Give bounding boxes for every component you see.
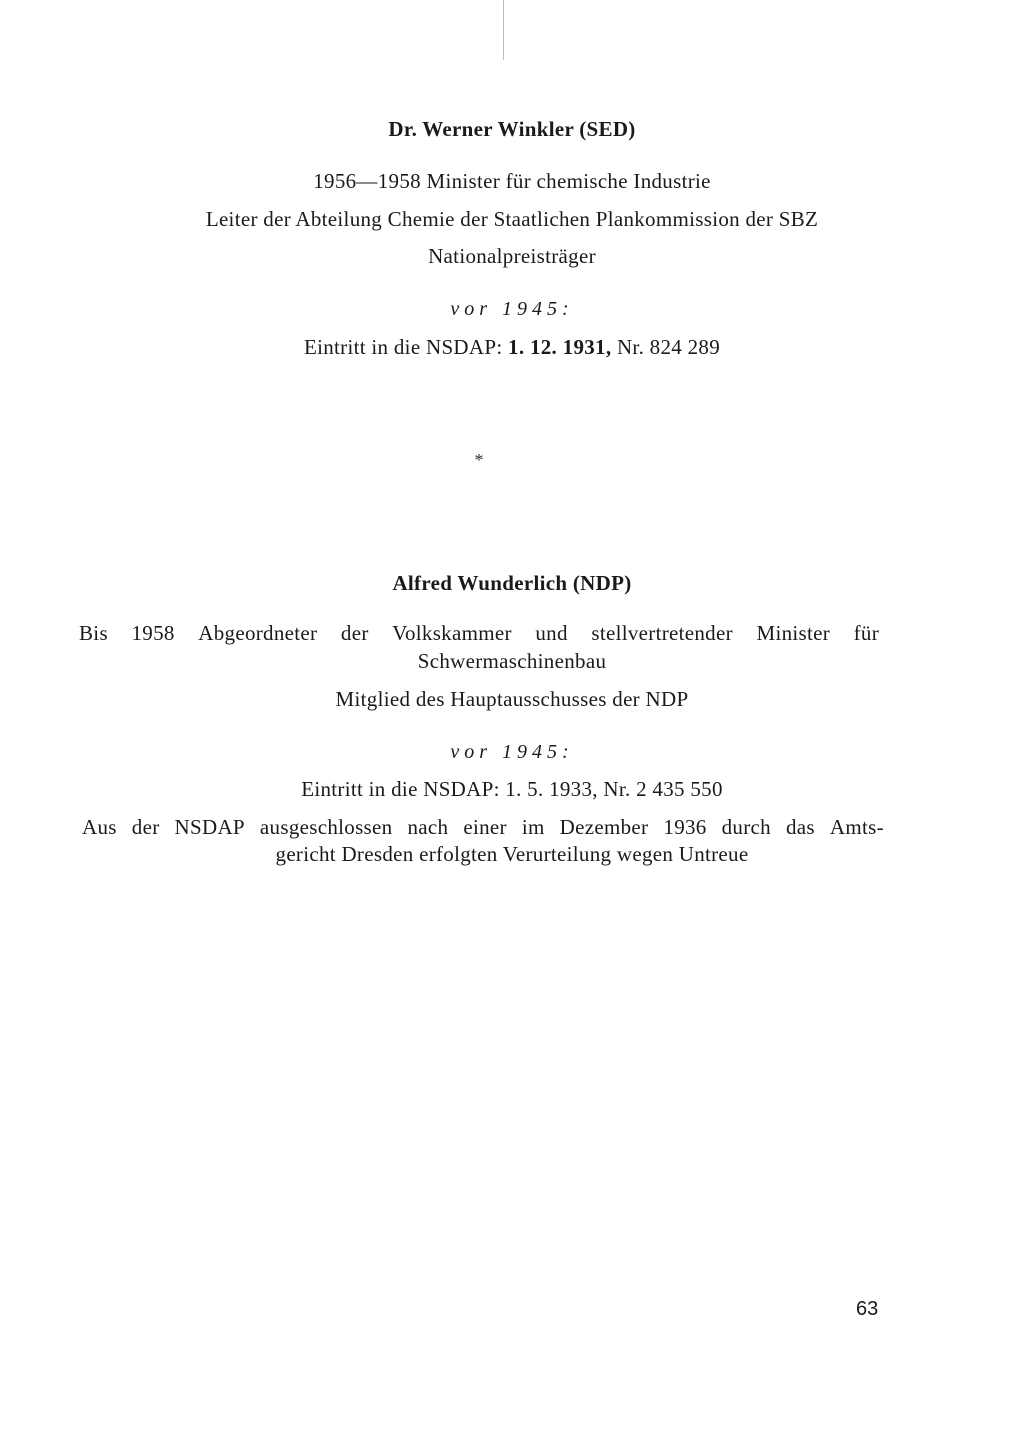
- entry1-name: Dr. Werner Winkler (SED): [388, 117, 636, 141]
- entry2-expelled-word: einer: [463, 815, 507, 839]
- entry1-nsdap-number: Nr. 824 289: [616, 335, 721, 359]
- entry2-line1-word: Bis: [79, 621, 108, 645]
- entry2-line1: [79, 620, 879, 646]
- entry2-expelled-word: nach: [407, 815, 449, 839]
- entry2-line1-word: 1958: [131, 621, 175, 645]
- entry1-nsdap: [0, 334, 1024, 360]
- entry2-expelled-line1: [82, 814, 884, 840]
- entry2-expelled-word: Aus: [82, 815, 117, 839]
- entry2-line1-word: stellvertretender: [591, 621, 733, 645]
- entry2-name: Alfred Wunderlich (NDP): [392, 571, 632, 595]
- entry2-expelled-word: durch: [721, 815, 771, 839]
- entry1-line3: Nationalpreisträger: [428, 244, 596, 268]
- entry2-expelled-word: 1936: [663, 815, 707, 839]
- entry2-expelled-word: im: [521, 815, 545, 839]
- entry2-expelled-word: NSDAP: [174, 815, 245, 839]
- entry2-line1-word: und: [535, 621, 568, 645]
- separator-asterisk: *: [474, 450, 484, 470]
- entry2-before-1945: vor 1945:: [450, 741, 574, 763]
- entry1-line1: 1956—1958 Minister für chemische Industrie: [313, 169, 711, 193]
- entry2-line1-word: Volkskammer: [392, 621, 512, 645]
- entry1-before-1945: vor 1945:: [450, 298, 574, 320]
- entry2-line2: Mitglied des Hauptausschusses der NDP: [335, 687, 689, 711]
- entry2-line1-word: der: [340, 621, 369, 645]
- entry1-nsdap-date: 1. 12. 1931,: [508, 335, 612, 359]
- entry1-nsdap-prefix: Eintritt in die NSDAP:: [303, 335, 503, 359]
- entry2-expelled-word: Dezember: [559, 815, 649, 839]
- entry2-expelled-line2: gericht Dresden erfolgten Verurteilung wegen Untreue: [275, 842, 749, 866]
- entry2-expelled-word: ausgeschlossen: [259, 815, 393, 839]
- page-number: 63: [856, 1298, 879, 1320]
- entry2-line1-word: Minister: [756, 621, 831, 645]
- entry2-line1-word: Abgeordneter: [198, 621, 318, 645]
- scan-gutter-line: [503, 0, 504, 60]
- entry2-nsdap: Eintritt in die NSDAP: 1. 5. 1933, Nr. 2 435 550: [301, 777, 723, 801]
- entry2-expelled-word: der: [131, 815, 160, 839]
- entry1-line2: Leiter der Abteilung Chemie der Staatlichen Plankommission der SBZ: [205, 207, 819, 231]
- entry2-expelled-word: Amts-: [829, 815, 884, 839]
- entry2-line1-continued: Schwermaschinenbau: [417, 649, 607, 673]
- entry2-expelled-word: das: [785, 815, 815, 839]
- entry2-line1-word: für: [853, 621, 879, 645]
